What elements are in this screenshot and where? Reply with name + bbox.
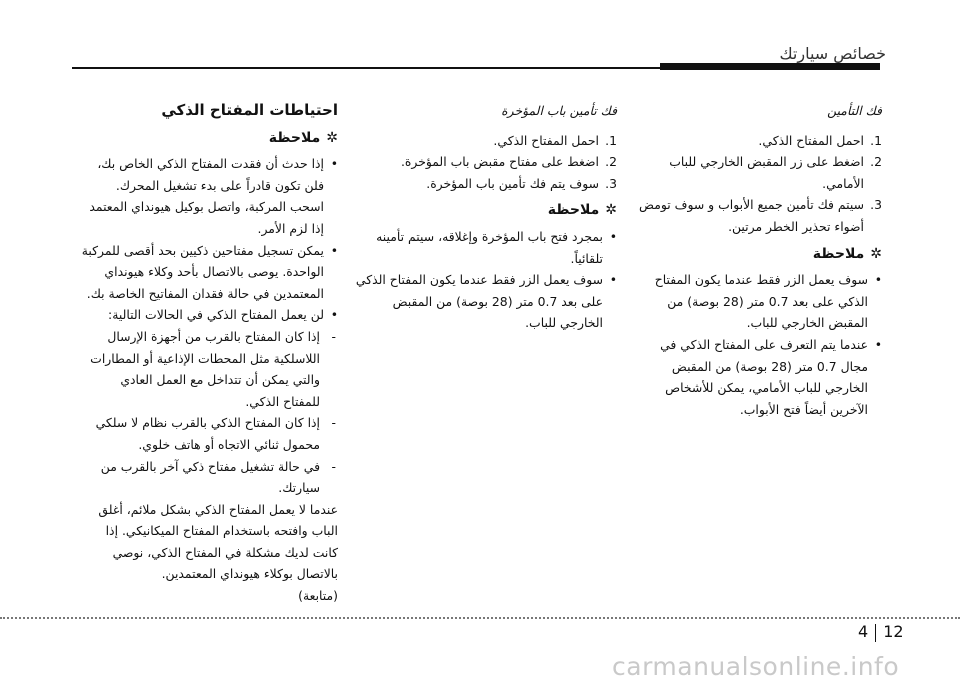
step-item (632, 194, 882, 237)
bullet-text: سوف يعمل الزر فقط عندما يكون المفتاح الذكي على بعد 0.7 متر (28 بوصة) من المقبض الخارجي للباب. (355, 272, 603, 331)
dash-text: إذا كان المفتاح بالقرب من أجهزة الإرسال اللاسلكية مثل المحطات الإذاعية أو المطارات والتي يمكن أن تتداخل مع العمل العادي للمفتاح الذكي. (90, 328, 320, 409)
bullet-item (80, 153, 338, 239)
header-rule-thick (660, 63, 880, 70)
dash-icon: - (331, 415, 336, 431)
note-bullets (632, 269, 882, 420)
section-title-unlock: فك التأمين (827, 103, 882, 118)
dash-item (80, 456, 338, 499)
note-heading (355, 200, 617, 222)
section-title-precautions: احتياطات المفتاح الذكي (161, 101, 338, 119)
sun-icon: ✲ (326, 129, 338, 146)
bullet-text: سوف يعمل الزر فقط عندما يكون المفتاح الذكي على بعد 0.7 متر (28 بوصة) من المقبض الخارجي للباب. (654, 272, 868, 331)
step-text: سوف يتم فك تأمين باب المؤخرة. (426, 175, 599, 191)
dash-item (80, 412, 338, 455)
bullet-item (632, 334, 882, 420)
step-number: 2. (870, 154, 882, 170)
step-number: 3. (605, 175, 617, 191)
column-precautions (80, 100, 338, 607)
step-text: احمل المفتاح الذكي. (758, 132, 864, 148)
bullet-icon: • (330, 156, 338, 172)
unlock-steps (632, 130, 882, 238)
condition-list (80, 326, 338, 499)
column-unlock (632, 100, 882, 420)
bullet-text: يمكن تسجيل مفتاحين ذكيين بحد أقصى للمركبة الواحدة. يوصى بالاتصال بأحد وكلاء هيونداي المعتمدين في حالة فقدان المفاتيح الخاصة بك. (81, 242, 324, 301)
step-item (632, 130, 882, 152)
sun-icon: ✲ (870, 245, 882, 262)
header-rule-thin (72, 67, 660, 69)
body-paragraph: عندما لا يعمل المفتاح الذكي بشكل ملائم، أغلق الباب وافتحه باستخدام المفتاح الميكانيكي. إذا كانت لديك مشكلة في المفتاح الذكي، نوصي بالاتصال بوكلاء هيونداي المعتمدين. (98, 501, 338, 582)
bullet-icon: • (330, 307, 338, 323)
bullet-icon: • (330, 242, 338, 258)
step-item (355, 151, 617, 173)
dash-item (80, 326, 338, 412)
bullet-icon: • (609, 228, 617, 244)
bullet-text: لن يعمل المفتاح الذكي في الحالات التالية: (108, 307, 324, 323)
bullet-icon: • (609, 272, 617, 288)
note-heading (632, 244, 882, 266)
page-number-block (858, 622, 904, 642)
note-heading (80, 128, 338, 150)
dash-text: في حالة تشغيل مفتاح ذكي آخر بالقرب من سيارتك. (100, 458, 320, 496)
sun-icon: ✲ (605, 202, 617, 219)
bullet-item (80, 240, 338, 305)
note-label: ملاحظة (547, 202, 600, 219)
step-item (355, 130, 617, 152)
step-text: اضغط على زر المقبض الخارجي للباب الأمامي. (669, 154, 864, 191)
column-tailgate (355, 100, 617, 334)
step-item (632, 151, 882, 194)
page-header-title: خصائص سيارتك (779, 44, 886, 63)
bullet-icon: • (874, 272, 882, 288)
page-number: 12 (883, 622, 904, 641)
step-text: اضغط على مفتاح مقبض باب المؤخرة. (400, 154, 599, 170)
bullet-text: إذا حدث أن فقدت المفتاح الذكي الخاص بك، فلن تكون قادراً على بدء تشغيل المحرك. اسحب المركبة، واتصل بوكيل هيونداي المعتمد إذا لزم الأمر. (89, 156, 324, 236)
footer-dotted-line (0, 617, 960, 619)
bullet-item (80, 304, 338, 326)
bullet-item (632, 269, 882, 334)
bullet-item (355, 269, 617, 334)
section-title-tailgate: فك تأمين باب المؤخرة (501, 103, 617, 118)
step-number: 3. (870, 197, 882, 213)
dash-icon: - (331, 458, 336, 474)
bullet-text: بمجرد فتح باب المؤخرة وإغلاقه، سيتم تأمينه تلقائياً. (376, 228, 603, 266)
step-number: 1. (605, 132, 617, 148)
section-number: 4 (858, 622, 869, 641)
note-bullets (80, 153, 338, 326)
step-item (355, 173, 617, 195)
note-bullets (355, 226, 617, 334)
step-number: 1. (870, 132, 882, 148)
dash-text: إذا كان المفتاح الذكي بالقرب نظام لا سلكي محمول ثنائي الاتجاه أو هاتف خلوي. (95, 415, 320, 452)
bullet-icon: • (874, 336, 882, 352)
step-text: احمل المفتاح الذكي. (493, 132, 599, 148)
page-number-divider (875, 624, 876, 642)
step-number: 2. (605, 154, 617, 170)
bullet-item (355, 226, 617, 269)
bullet-text: عندما يتم التعرف على المفتاح الذكي في مجال 0.7 متر (28 بوصة) من المقبض الخارجي للباب الأمامي، يمكن للأشخاص الآخرين أيضاً فتح الأبواب. (660, 336, 868, 417)
continued-label: (متابعة) (298, 588, 338, 604)
note-label: ملاحظة (812, 245, 865, 262)
step-text: سيتم فك تأمين جميع الأبواب و سوف تومض أضواء تحذير الخطر مرتين. (639, 197, 864, 234)
dash-icon: - (331, 328, 336, 344)
tailgate-steps (355, 130, 617, 195)
watermark-text: carmanualsonline.info (612, 652, 900, 681)
note-label: ملاحظة (268, 129, 321, 146)
